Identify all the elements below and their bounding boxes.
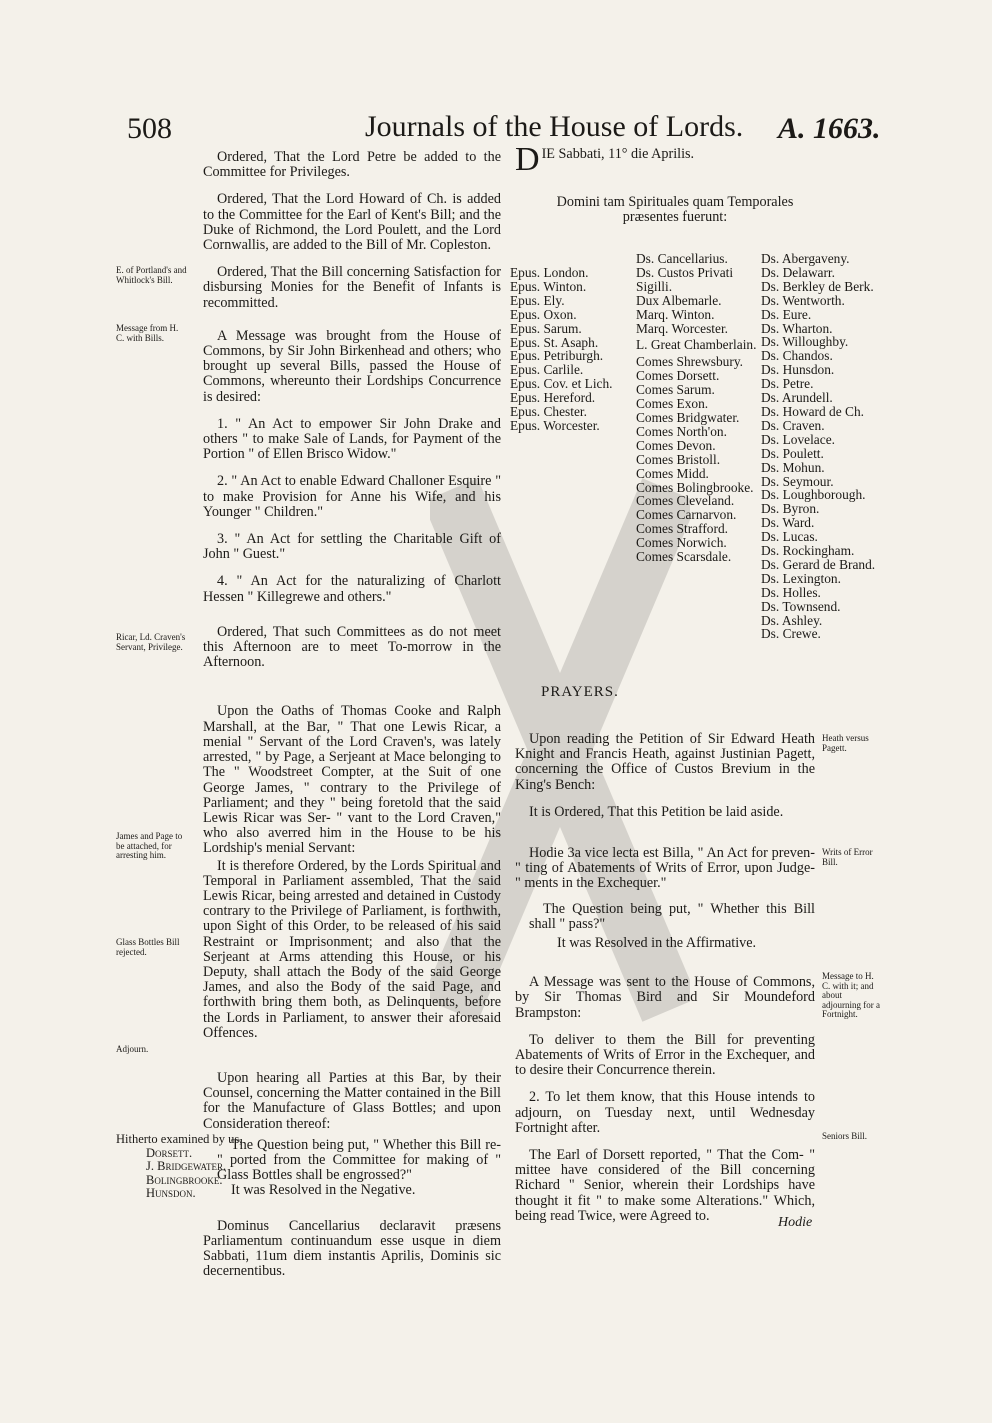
page-title: Journals of the House of Lords. [365,110,744,143]
list-item: Ds. Lucas. [761,529,818,545]
list-item: Ds. Wentworth. [761,292,845,308]
list-item: Comes Devon. [636,437,716,453]
list-item: Ds. Byron. [761,501,820,517]
list-item: Comes Strafford. [636,521,728,537]
paragraph: Ordered, That the Lord Howard of Ch. is added to the Committee for the Earl of Kent's Bill; and the Duke of Richmond, the Lord Poulett, and the Lord Cornwallis, are added to the Bill of Mr. Copleston. [203,191,501,254]
list-item: Comes Norwich. [636,535,727,551]
examiner-name: Bolingbrooke. [146,1172,223,1187]
list-item: Epus. Worcester. [510,417,600,433]
session-date [515,141,815,178]
page-year: A. 1663. [778,112,881,145]
page-number: 508 [127,112,172,145]
margin-note: Seniors Bill. [822,1131,868,1141]
paragraph: Ordered, That such Committees as do not meet this Afternoon are to meet To-morrow in the Afternoon. [203,623,501,671]
bishops-list [510,266,613,433]
list-item: Comes Shrewsbury. [636,354,743,370]
list-item: Dux Albemarle. [636,292,722,308]
list-item: Epus. London. [510,265,589,280]
examiner-name: Hunsdon. [146,1186,196,1200]
list-item: Ds. Chandos. [761,348,833,364]
margin-note: Message to H. C. with it; and about adjourning for a Fortnight. [822,971,880,1019]
resolution: It was Resolved in the Negative. [231,1182,416,1199]
list-item: Ds. Arundell. [761,390,833,406]
prayers-heading: PRAYERS. [541,684,619,700]
right-column [515,732,815,1236]
list-item: Ds. Eure. [761,306,812,322]
resolution: It was Resolved in the Affirmative. [557,935,757,952]
list-item: Ds. Ashley. [761,612,823,628]
list-item: Ds. Wharton. [761,320,833,336]
margin-note: Glass Bottles Bill rejected. [116,937,180,957]
list-item: Epus. Carlile. [510,362,584,378]
drop-cap: D [515,141,540,178]
margin-note: E. of Portland's and Whitlock's Bill. [116,265,187,285]
list-item: Comes Midd. [636,465,709,481]
list-item: Ds. Custos Privati Sigilli. [636,264,734,294]
margin-note: James and Page to be attached, for arresting him. [116,831,183,860]
list-item: Epus. Ely. [510,292,565,308]
list-item: Epus. Winton. [510,278,587,294]
barons-list [761,252,875,641]
list-item: Comes Bridgwater. [636,409,740,425]
list-item: Ds. Lexington. [761,570,841,586]
margin-note: Message from H. C. with Bills. [116,323,179,343]
list-item: Ds. Gerard de Brand. [761,556,876,572]
list-item: Epus. Oxon. [510,306,577,322]
margin-note: Heath versus Pagett. [822,733,869,753]
paragraph: 2. To let them know, that this House intends to adjourn, on Tuesday next, until Wednesday Fortnight after. [515,1089,815,1136]
list-item: Ds. Crewe. [761,626,821,642]
paragraph: Upon reading the Petition of Sir Edward Heath Knight and Francis Heath, against Justinian Pagett, concerning the Office of Custos Brevium in the King's Bench: [515,731,815,793]
bill-item: 1. " An Act to empower Sir John Drake and others " to make Sale of Lands, for Payment of the Portion " of Ellen Brisco Widow." [203,415,501,463]
list-item: Ds. Howard de Ch. [761,403,865,419]
paragraph: A Message was sent to the House of Commons, by Sir Thomas Bird and Sir Moundeford Brampston: [515,974,815,1021]
list-item: Ds. Poulett. [761,445,824,461]
list-item: Ds. Mohun. [761,459,825,475]
margin-note: Ricar, Ld. Craven's Servant, Privilege. [116,632,186,652]
list-item: Epus. Sarum. [510,320,582,336]
list-item: Ds. Hunsdon. [761,362,835,378]
list-item: Ds. Berkley de Berk. [761,278,874,294]
paragraph: The Earl of Dorsett reported, " That the Com- " mittee have considered of the Bill concerning Richard " Senior, wherein their Lordships have thought it fit " to make some Alterations." Which, being read Twice, were Agreed to. [515,1147,815,1224]
list-item: L. Great Chamberlain. [636,337,757,353]
list-item: Ds. Lovelace. [761,431,835,447]
paragraph: Ordered, That the Lord Petre be added to the Committee for Privileges. [203,149,501,181]
examined-label: Hitherto examined by us, [116,1132,243,1146]
list-item: Ds. Seymour. [761,473,834,489]
list-item: Epus. Chester. [510,404,587,420]
paragraph: To deliver to them the Bill for preventing Abatements of Writs of Error in the Exchequer, and to desire their Concurrence therein. [515,1031,815,1079]
list-item: Comes Bolingbrooke. [636,479,754,495]
list-item: Ds. Ward. [761,515,815,531]
list-item: Ds. Abergaveny. [761,251,850,266]
paragraph: Upon the Oaths of Thomas Cooke and Ralph Marshall, at the Bar, " That one Lewis Ricar, a menial " Servant of the Lord Craven's, was lately arrested, " by Page, a Serjeant at Mace belonging to The " Woodstreet Compter, at the Suit of one George James, " contrary to the Privilege of Parliament; and they " being foretold that the said Lewis Ricar was Ser- " vant to the Lord Craven," who also averred him in the House to be his Lordship's menial Servant: [203,703,501,857]
list-item: Ds. Townsend. [761,598,841,614]
list-item: Comes Sarum. [636,382,715,398]
list-item: Comes Cleveland. [636,493,735,509]
examiner-name: J. Bridgewater. [146,1159,227,1173]
list-item: Comes Bristoll. [636,451,721,467]
date-line: IE Sabbati, 11° die Aprilis. [541,146,695,162]
list-item: Ds. Rockingham. [761,543,855,559]
paragraph: It is Ordered, That this Petition be laid aside. [529,803,784,820]
paragraph: Dominus Cancellarius declaravit præsens Parliamentum continuandum esse usque in diem Sabbati, 11um diem instantis Aprilis, Dominis sic decernentibus. [203,1217,501,1280]
list-item: Ds. Petre. [761,376,814,392]
list-item: Epus. Petriburgh. [510,348,604,364]
paragraph: It is therefore Ordered, by the Lords Spiritual and Temporal in Parliament assembled, That the said Lewis Ricar, being arrested and detained in Custody contrary to the Privilege of Parliament, is forthwith, upon Sight of this Order, to be released of his said Restraint or Imprisonment; and also that the Serjeant at Arms attending this House, or his Deputy, shall attach the Body of the said George James, and also the Body of the said Page, and forthwith bring them both, as Delinquents, before the Lords in Parliament, to answer their aforesaid Offences. [203,857,501,1041]
list-item: Ds. Holles. [761,584,821,600]
bill-item: 4. " An Act for the naturalizing of Charlott Hessen " Killegrewe and others." [203,573,501,605]
officers-list [636,252,760,564]
bill-item: 2. " An Act to enable Edward Challoner Esquire " to make Provision for Anne his Wife, and his Younger " Children." [203,473,501,520]
paragraph: Upon hearing all Parties at this Bar, by their Counsel, concerning the Matter contained in the Bill for the Manufacture of Glass Bottles; and upon Consideration thereof: [203,1069,501,1132]
list-item: Comes Exon. [636,396,709,412]
list-item: Comes North'on. [636,423,727,439]
list-item: Ds. Cancellarius. [636,251,728,266]
list-item: Comes Carnarvon. [636,507,737,523]
paragraph: Ordered, That the Bill concerning Satisfaction for disbursing Monies for the Benefit of Infants is recommitted. [203,264,501,311]
question: The Question being put, " Whether this Bill shall " pass?" [529,900,815,932]
list-item: Ds. Loughborough. [761,487,866,503]
left-column [203,150,501,1297]
list-item: Epus. Hereford. [510,390,596,406]
present-line: Domini tam Spirituales quam Temporales præsentes fuerunt: [556,194,794,226]
list-item: Epus. Cov. et Lich. [510,376,613,392]
list-item: Ds. Delawarr. [761,264,835,280]
catchword: Hodie [778,1215,813,1230]
margin-note: Writs of Error Bill. [822,847,873,867]
margin-note: Adjourn. [116,1044,149,1054]
list-item: Ds. Willoughby. [761,334,849,350]
bill-item: 3. " An Act for settling the Charitable Gift of John " Guest." [203,531,501,563]
examined-block [116,1133,242,1201]
examiner-name: Dorsett. [146,1145,193,1160]
list-item: Marq. Worcester. [636,320,729,336]
list-item: Comes Dorsett. [636,368,720,384]
question: The Question being put, " Whether this Bill re- " ported from the Committee for making of " Glass Bottles shall be engrossed?" [217,1136,501,1184]
list-item: Comes Scarsdale. [636,549,732,565]
paragraph: Hodie 3a vice lecta est Billa, " An Act for preven- " ting of Abatements of Writs of Error, upon Judge- " ments in the Exchequer." [515,845,815,892]
list-item: Ds. Craven. [761,417,825,433]
list-item: Epus. St. Asaph. [510,334,599,350]
list-item: Marq. Winton. [636,306,715,322]
paragraph: A Message was brought from the House of Commons, by Sir John Birkenhead and others; who brought up several Bills, passed the House of Commons, whereunto their Lordships Concurrence is desired: [203,327,501,405]
